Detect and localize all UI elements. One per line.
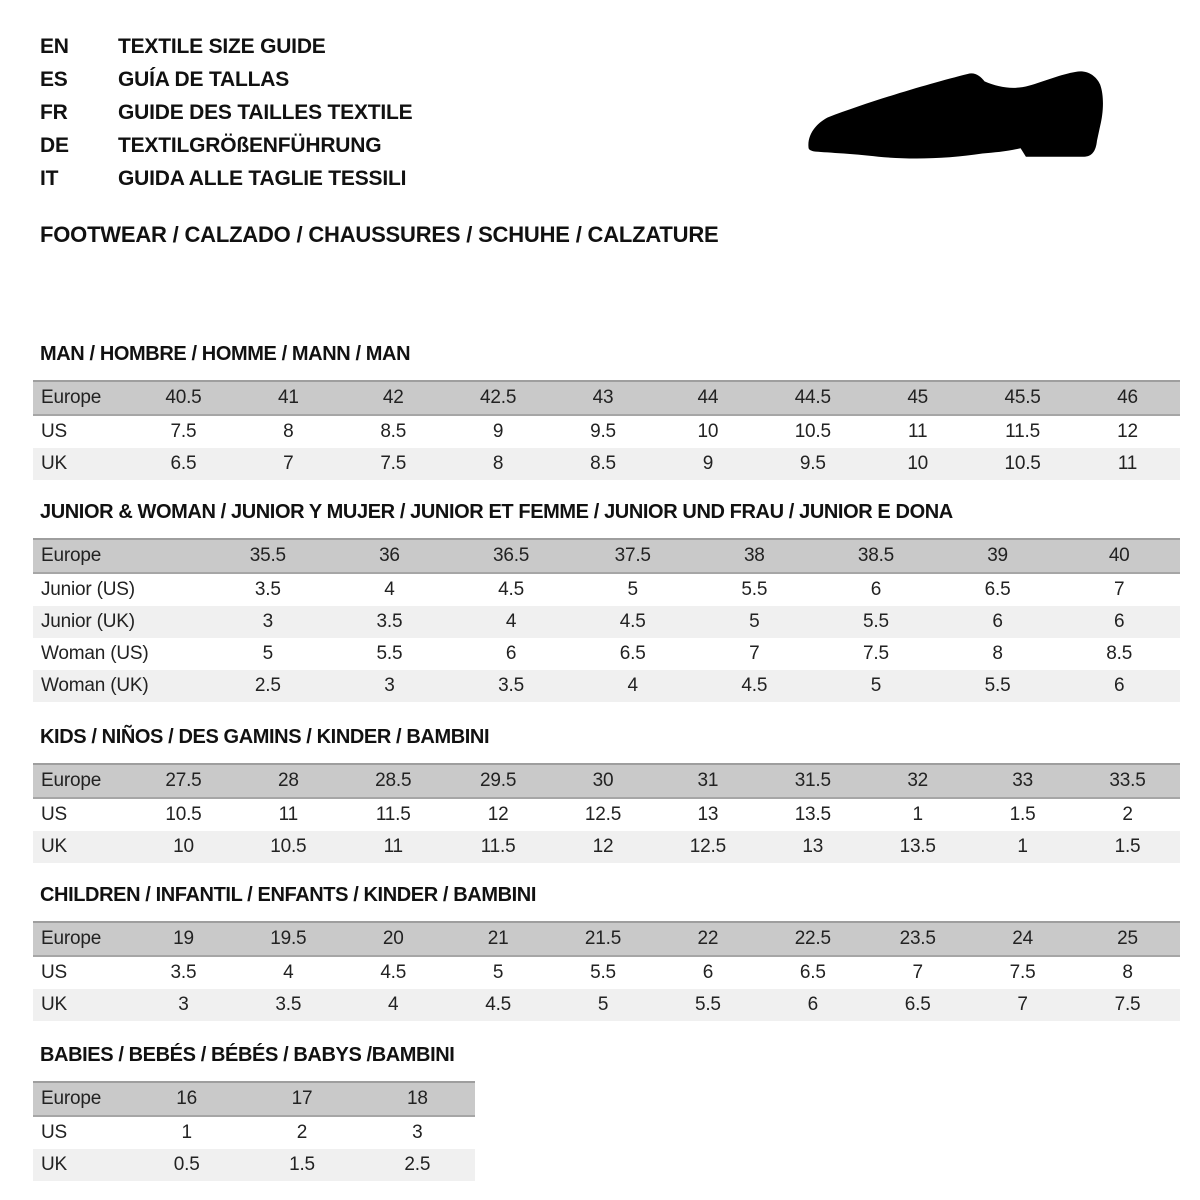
size-header-row [33,922,1180,956]
size-header-row [33,764,1180,798]
size-row [33,831,1180,863]
size-table [33,380,1180,480]
size-cell: 5.5 [937,670,1059,702]
size-cell: 1.5 [244,1149,359,1181]
size-cell: 28 [236,764,341,798]
section-man [33,343,1180,480]
size-cell: 9.5 [590,421,616,442]
size-cell: 9 [655,448,760,480]
size-cell: 28.5 [341,764,446,798]
size-cell: 4 [572,670,694,702]
size-cell: 10.5 [236,831,341,863]
section-title: CHILDREN / INFANTIL / ENFANTS / KINDER / BAMBINI [40,884,536,906]
size-cell: 11 [278,804,298,825]
size-cell: 11 [341,831,446,863]
size-cell: 7 [1114,579,1125,600]
size-cell: 5 [815,670,937,702]
size-cell: 8.5 [1106,643,1133,664]
size-cell: 12 [1117,421,1138,442]
size-cell: 4 [450,606,572,638]
size-cell: 38.5 [815,539,937,573]
size-cell: 3 [131,989,236,1021]
size-row [33,448,1180,480]
size-cell: 4 [384,579,395,600]
size-table [33,538,1180,702]
row-label: UK [33,989,131,1021]
size-cell: 12.5 [584,804,622,825]
size-cell: 31.5 [760,764,865,798]
language-code: EN [40,35,69,58]
size-cell: 17 [244,1082,359,1116]
section-title: KIDS / NIÑOS / DES GAMINS / KINDER / BAMBINI [40,726,490,748]
size-cell: 5 [627,579,638,600]
size-cell: 11 [908,421,928,442]
size-cell: 44.5 [760,381,865,415]
size-cell: 8.5 [380,421,407,442]
language-row [40,30,412,63]
size-header-row [33,1082,475,1116]
size-cell: 21.5 [551,922,656,956]
language-guide-title: GUÍA DE TALLAS [118,68,290,91]
row-label: Junior (US) [41,579,135,600]
size-cell: 11.5 [446,831,551,863]
size-cell: 27.5 [131,764,236,798]
size-cell: 5.5 [376,643,403,664]
language-row [40,63,412,96]
size-cell: 8 [446,448,551,480]
size-cell: 3.5 [450,670,572,702]
size-cell: 46 [1075,381,1180,415]
size-cell: 5.5 [741,579,768,600]
size-cell: 10.5 [794,421,831,442]
size-table [33,921,1180,1021]
language-code: ES [40,68,68,91]
size-cell: 45.5 [970,381,1075,415]
size-cell: 6.5 [984,579,1011,600]
size-cell: 7 [236,448,341,480]
size-cell: 10 [865,448,970,480]
size-cell: 21 [446,922,551,956]
size-cell: 30 [551,764,656,798]
size-cell: 7.5 [1075,989,1180,1021]
size-cell: 12 [551,831,656,863]
size-header-row [33,539,1180,573]
language-code: DE [40,134,69,157]
size-cell: 5 [551,989,656,1021]
section-title: JUNIOR & WOMAN / JUNIOR Y MUJER / JUNIOR ET FEMME / JUNIOR UND FRAU / JUNIOR E DONA [40,501,953,523]
size-cell: 10.5 [165,804,202,825]
size-cell: 7 [970,989,1075,1021]
row-label: UK [33,1149,129,1181]
size-cell: 4.5 [572,606,694,638]
size-row [33,670,1180,702]
size-cell: 5.5 [815,606,937,638]
size-cell: 23.5 [865,922,970,956]
size-cell: 45 [865,381,970,415]
language-guide-title: GUIDA ALLE TAGLIE TESSILI [118,167,407,190]
size-cell: 3.5 [254,579,281,600]
language-title-list [40,30,412,195]
size-cell: 9 [492,421,504,442]
size-cell: 5.5 [590,962,616,983]
size-cell: 7.5 [170,421,197,442]
size-cell: 25 [1075,922,1180,956]
size-cell: 33.5 [1075,764,1180,798]
row-label: UK [33,831,131,863]
size-cell: 3.5 [170,962,197,983]
row-label: Europe [33,1082,129,1116]
size-row [33,956,1180,989]
size-cell: 43 [551,381,656,415]
size-cell: 1.5 [1009,804,1036,825]
size-cell: 39 [937,539,1059,573]
size-cell: 3 [329,670,451,702]
language-guide-title: GUIDE DES TAILLES TEXTILE [118,101,413,124]
size-cell: 1 [912,804,923,825]
size-row [33,573,1180,606]
size-cell: 0.5 [129,1149,244,1181]
size-row [33,1149,475,1181]
language-guide-title: TEXTILE SIZE GUIDE [118,35,326,58]
size-cell: 3.5 [236,989,341,1021]
size-table [33,1081,475,1181]
row-label: Europe [33,539,207,573]
section-title: BABIES / BEBÉS / BÉBÉS / BABYS /BAMBINI [40,1044,455,1066]
size-cell: 24 [970,922,1075,956]
size-cell: 13.5 [865,831,970,863]
row-label: US [41,421,67,442]
size-cell: 42 [341,381,446,415]
size-cell: 4.5 [498,579,524,600]
size-row [33,1116,475,1149]
size-cell: 22.5 [760,922,865,956]
size-cell: 6.5 [799,962,826,983]
size-cell: 11 [1075,448,1180,480]
size-cell: 40.5 [131,381,236,415]
size-cell: 40 [1058,539,1180,573]
size-cell: 7.5 [341,448,446,480]
section-babies [33,1044,1180,1181]
size-cell: 5 [262,643,273,664]
category-heading: FOOTWEAR / CALZADO / CHAUSSURES / SCHUHE / CALZATURE [40,222,719,247]
size-cell: 5 [694,606,816,638]
size-cell: 8 [1122,962,1133,983]
size-cell: 10 [131,831,236,863]
size-cell: 10 [697,421,719,442]
size-cell: 8.5 [551,448,656,480]
size-cell: 4.5 [380,962,407,983]
size-cell: 6.5 [865,989,970,1021]
dress-shoe-icon [800,58,1150,196]
size-cell: 6.5 [619,643,646,664]
size-cell: 6 [702,962,714,983]
size-cell: 31 [655,764,760,798]
size-cell: 13.5 [794,804,831,825]
size-cell: 36 [329,539,451,573]
row-label: Junior (UK) [33,606,207,638]
size-cell: 3 [412,1122,423,1143]
size-cell: 3 [207,606,329,638]
size-cell: 1 [970,831,1075,863]
size-cell: 20 [341,922,446,956]
section-title: MAN / HOMBRE / HOMME / MANN / MAN [40,343,411,365]
size-cell: 16 [129,1082,244,1116]
language-row [40,129,412,162]
size-cell: 6 [870,579,882,600]
size-cell: 32 [865,764,970,798]
size-cell: 6 [1058,606,1180,638]
size-row [33,638,1180,670]
size-cell: 22 [655,922,760,956]
size-cell: 5.5 [655,989,760,1021]
size-cell: 6 [937,606,1059,638]
size-cell: 37.5 [572,539,694,573]
row-label: UK [33,448,131,480]
size-cell: 4 [341,989,446,1021]
language-row [40,96,412,129]
language-guide-title: TEXTILGRÖßENFÜHRUNG [118,134,382,157]
row-label: Woman (UK) [33,670,207,702]
section-junior-woman [33,501,1180,702]
size-cell: 2.5 [360,1149,475,1181]
size-cell: 2.5 [207,670,329,702]
size-row [33,798,1180,831]
row-label: US [41,804,67,825]
size-cell: 2 [296,1122,308,1143]
size-cell: 4 [283,962,294,983]
size-cell: 7 [749,643,760,664]
size-cell: 44 [655,381,760,415]
size-cell: 29.5 [446,764,551,798]
size-cell: 13 [697,804,719,825]
size-cell: 8 [283,421,294,442]
size-cell: 18 [360,1082,475,1116]
size-row [33,606,1180,638]
size-row [33,989,1180,1021]
row-label: US [41,962,67,983]
size-cell: 2 [1122,804,1133,825]
size-cell: 6 [760,989,865,1021]
row-label: US [41,1122,67,1143]
size-cell: 3.5 [329,606,451,638]
size-cell: 10.5 [970,448,1075,480]
section-kids [33,726,1180,863]
size-cell: 38 [694,539,816,573]
size-cell: 9.5 [760,448,865,480]
row-label: Europe [33,381,131,415]
language-row [40,162,412,195]
row-label: Woman (US) [41,643,149,664]
size-cell: 11.5 [1005,421,1040,442]
size-cell: 41 [236,381,341,415]
size-cell: 4.5 [446,989,551,1021]
size-header-row [33,381,1180,415]
language-code: FR [40,101,68,124]
size-cell: 6.5 [131,448,236,480]
language-code: IT [40,167,59,190]
size-cell: 33 [970,764,1075,798]
size-cell: 19.5 [236,922,341,956]
size-cell: 4.5 [694,670,816,702]
size-cell: 8 [992,643,1003,664]
size-cell: 6 [1058,670,1180,702]
section-children [33,884,1180,1021]
size-row [33,415,1180,448]
size-cell: 36.5 [450,539,572,573]
size-cell: 7 [912,962,923,983]
size-table [33,763,1180,863]
size-cell: 1.5 [1075,831,1180,863]
size-cell: 35.5 [207,539,329,573]
size-cell: 42.5 [446,381,551,415]
size-cell: 7.5 [1009,962,1036,983]
size-cell: 13 [760,831,865,863]
row-label: Europe [33,922,131,956]
size-cell: 12.5 [655,831,760,863]
row-label: Europe [33,764,131,798]
size-cell: 5 [492,962,504,983]
size-cell: 1 [181,1122,192,1143]
size-cell: 6 [505,643,517,664]
size-cell: 11.5 [375,804,411,825]
size-cell: 7.5 [863,643,889,664]
size-cell: 12 [487,804,509,825]
size-cell: 19 [131,922,236,956]
